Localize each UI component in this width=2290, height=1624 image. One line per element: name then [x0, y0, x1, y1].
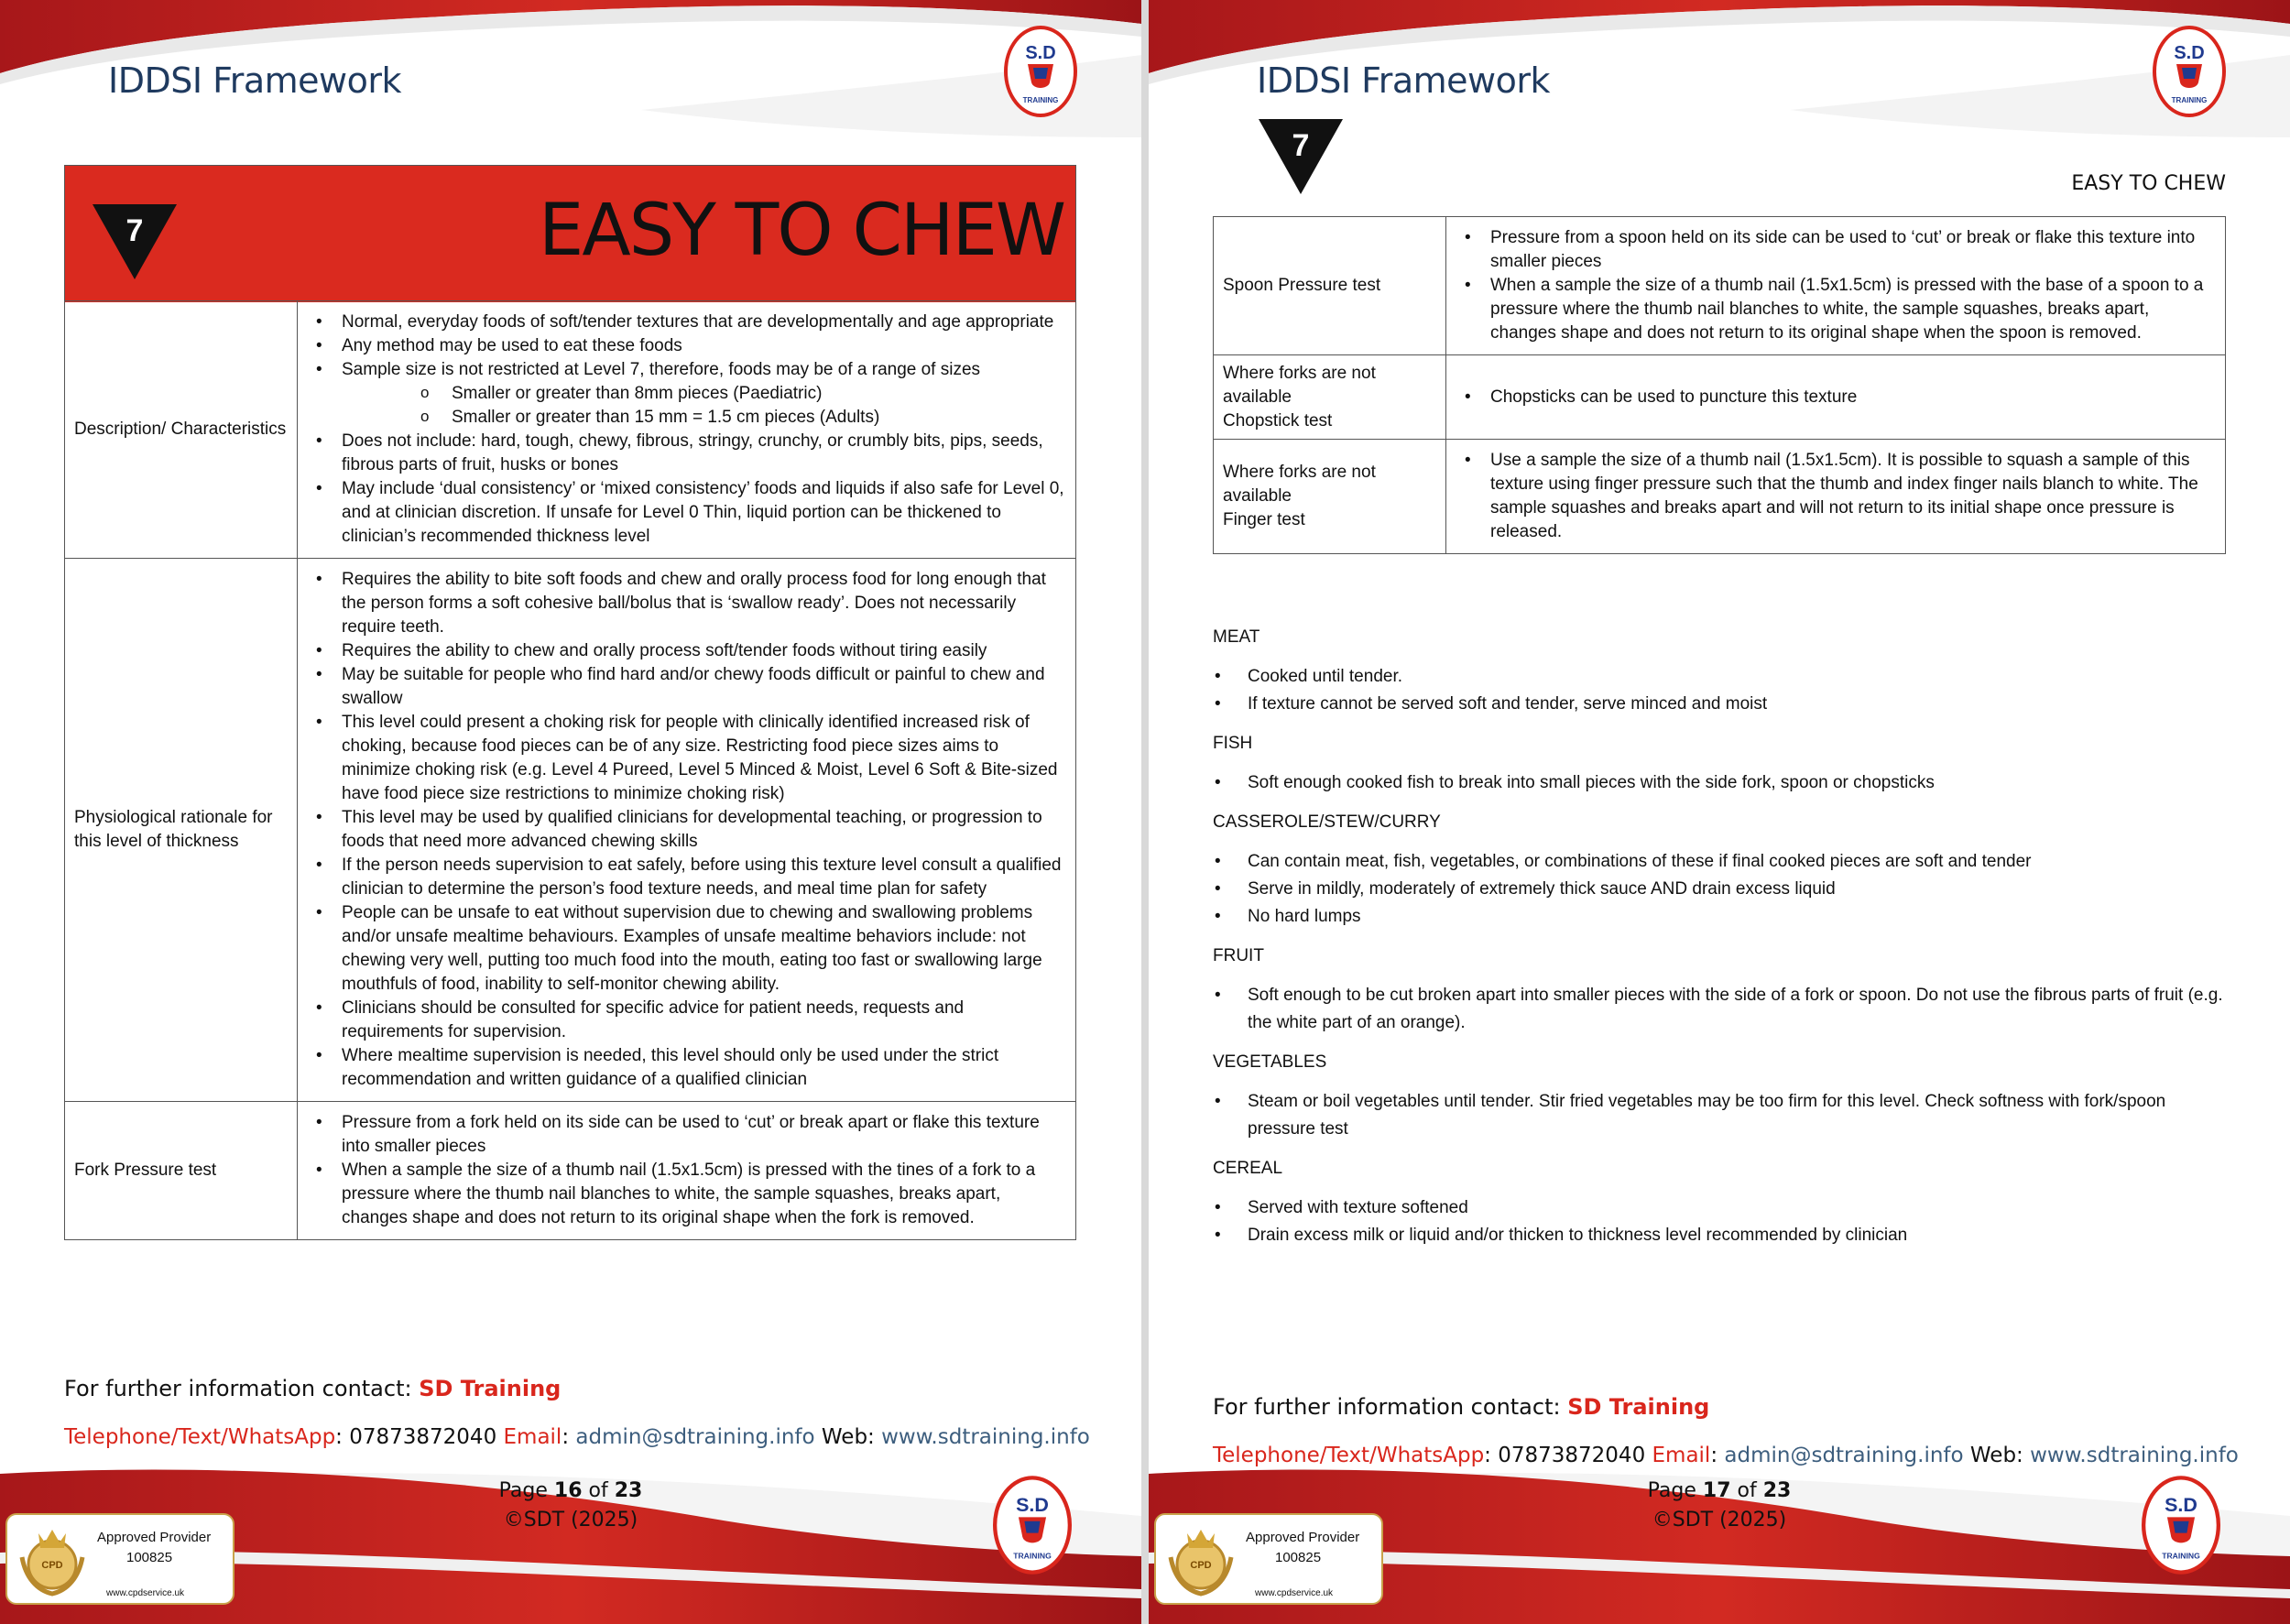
list-item: • When a sample the size of a thumb nail (1.5x1.5cm) is pressed with the tines of a fork to a pressure where the thumb nail blanches to white, the sample squashes, breaks apart, changes shape and does not return to its original shape when the fork is removed.: [309, 1159, 1066, 1230]
list-item: • Serve in mildly, moderately of extremely thick sauce AND drain excess liquid: [1213, 876, 2230, 903]
header-title: IDDSI Framework: [1257, 60, 1550, 101]
list-item: • May be suitable for people who find hard and/or chewy foods difficult or painful to chew and swallow: [309, 663, 1066, 711]
list-item: • Clinicians should be consulted for specific advice for patient needs, requests and requirements for supervision.: [309, 997, 1066, 1044]
email-link[interactable]: admin@sdtraining.info: [575, 1425, 815, 1449]
section-title: FRUIT: [1213, 946, 1264, 965]
contact-intro: For further information contact: SD Training: [64, 1376, 562, 1401]
level-triangle-icon: [89, 201, 180, 283]
email-link[interactable]: admin@sdtraining.info: [1724, 1444, 1964, 1467]
sd-training-logo: [1004, 26, 1077, 117]
cpd-badge-text: CPD: [41, 1560, 63, 1571]
sd-training-logo: [993, 1475, 1072, 1575]
contact-details: Telephone/Text/WhatsApp: 07873872040 Email: admin@sdtraining.info Web: www.sdtraining.info: [64, 1425, 1090, 1449]
list-item: • Pressure from a fork held on its side can be used to ‘cut’ or break apart or flake this texture into smaller pieces: [309, 1111, 1066, 1159]
org-name: SD Training: [419, 1376, 562, 1401]
header-title: IDDSI Framework: [108, 60, 401, 101]
list-item: • If texture cannot be served soft and tender, serve minced and moist: [1213, 691, 2230, 718]
logo-training-text: TRAINING: [2162, 1551, 2200, 1561]
level-name-small: EASY TO CHEW: [2071, 172, 2226, 195]
list-item: • This level could present a choking risk for people with clinically identified increased risk of choking, because food pieces can be of any size. Restricting food piece sizes aims to minimize choking risk (e.g. Level 4 Pureed, Level 5 Minced & Moist, Level 6 Soft & Bite-sized have food piece size restrictions to minimize choking risk): [309, 711, 1066, 806]
logo-sd-text: S.D: [1016, 1493, 1049, 1516]
list-item: • Can contain meat, fish, vegetables, or combinations of these if final cooked pieces are soft and tender: [1213, 848, 2230, 876]
cpd-number: 100825: [126, 1550, 173, 1565]
level-banner: [64, 165, 1076, 302]
section-title: MEAT: [1213, 627, 1260, 647]
table-row: [1214, 355, 2226, 440]
list-item: • Where mealtime supervision is needed, this level should only be used under the strict recommendation and written guidance of a qualified clinician: [309, 1044, 1066, 1092]
row-label: Description/ Characteristics: [65, 301, 298, 559]
cpd-site: www.cpdservice.uk: [106, 1588, 185, 1598]
cpd-title: Approved Provider: [97, 1530, 212, 1545]
web-link[interactable]: www.sdtraining.info: [2030, 1444, 2239, 1467]
list-item: • When a sample the size of a thumb nail (1.5x1.5cm) is pressed with the base of a spoon to a pressure where the thumb nail blanches to white, the sample squashes, breaks apart, changes shape and does not return to its original shape when the spoon is removed.: [1457, 274, 2216, 345]
table-row: [65, 1102, 1076, 1240]
table-row: [65, 301, 1076, 559]
page-number: Page 16 of 23 ©SDT (2025): [498, 1479, 643, 1531]
logo-sd-text: S.D: [2174, 43, 2205, 63]
org-name: SD Training: [1567, 1394, 1710, 1420]
list-item: • No hard lumps: [1213, 903, 2230, 931]
list-item: • Served with texture softened: [1213, 1194, 2230, 1222]
level-details-table: [64, 300, 1076, 1240]
list-item: • May include ‘dual consistency’ or ‘mixed consistency’ foods and liquids if also safe for Level 0, and at clinician discretion. If unsafe for Level 0 Thin, liquid portion can be thickened to clinician’s recommended thickness level: [309, 477, 1066, 549]
list-item: • Pressure from a spoon held on its side can be used to ‘cut’ or break or flake this texture into smaller pieces: [1457, 226, 2216, 274]
sub-list-item: o Smaller or greater than 8mm pieces (Paediatric): [342, 382, 1066, 406]
section-title: CEREAL: [1213, 1159, 1283, 1178]
web-link[interactable]: www.sdtraining.info: [881, 1425, 1090, 1449]
table-row: [65, 559, 1076, 1102]
list-item: • This level may be used by qualified clinicians for developmental teaching, or progression to foods that need more advanced chewing skills: [309, 806, 1066, 854]
level-number: 7: [1292, 128, 1310, 163]
logo-sd-text: S.D: [1025, 43, 1056, 63]
page-number: Page 17 of 23 ©SDT (2025): [1647, 1479, 1792, 1531]
list-item: • Use a sample the size of a thumb nail (1.5x1.5cm). It is possible to squash a sample of this texture using finger pressure such that the thumb and index finger nails blanch to white. The sample squashes and breaks apart and will not return to its initial shape once pressure is released.: [1457, 449, 2216, 544]
row-label: Where forks are not available Finger test: [1214, 440, 1446, 554]
logo-training-text: TRAINING: [1022, 96, 1059, 104]
sd-training-logo: [2153, 26, 2226, 117]
table-row: [1214, 217, 2226, 355]
level-name: EASY TO CHEW: [539, 190, 1064, 272]
logo-training-text: TRAINING: [2171, 96, 2208, 104]
logo-training-text: TRAINING: [1013, 1551, 1052, 1561]
cpd-laurel-icon: [1161, 1520, 1240, 1599]
sd-training-logo: [2142, 1475, 2220, 1575]
cpd-number: 100825: [1275, 1550, 1322, 1565]
row-label: Where forks are not available Chopstick test: [1214, 355, 1446, 440]
list-item: • Requires the ability to chew and orally process soft/tender foods without tiring easily: [309, 639, 1066, 663]
list-item: • Sample size is not restricted at Level 7, therefore, foods may be of a range of sizes o Smaller or greater than 8mm pieces (Paediatric) o Smaller or greater than 15 mm = 1.5 cm pieces (Adults): [309, 358, 1066, 430]
list-item: • Normal, everyday foods of soft/tender textures that are developmentally and age appropriate: [309, 311, 1066, 334]
section-title: CASSEROLE/STEW/CURRY: [1213, 812, 1441, 832]
page-16: [0, 0, 1141, 1624]
list-item: • Drain excess milk or liquid and/or thicken to thickness level recommended by clinician: [1213, 1222, 2230, 1249]
list-item: • Requires the ability to bite soft foods and chew and orally process food for long enough that the person forms a soft cohesive ball/bolus that is ‘swallow ready’. Does not necessarily require teeth.: [309, 568, 1066, 639]
list-item: • Steam or boil vegetables until tender. Stir fried vegetables may be too firm for this level. Check softness with fork/spoon pressure test: [1213, 1088, 2230, 1143]
list-item: • If the person needs supervision to eat safely, before using this texture level consult a qualified clinician to determine the person’s food texture needs, and meal time plan for safety: [309, 854, 1066, 901]
contact-intro: For further information contact: SD Training: [1213, 1394, 1710, 1420]
logo-sd-text: S.D: [2165, 1493, 2197, 1516]
sub-list-item: o Smaller or greater than 15 mm = 1.5 cm pieces (Adults): [342, 406, 1066, 430]
list-item: • Soft enough to be cut broken apart into smaller pieces with the side of a fork or spoon. Do not use the fibrous parts of fruit (e.g. the white part of an orange).: [1213, 982, 2230, 1037]
food-guidance: [1213, 612, 2230, 1251]
cpd-laurel-icon: [13, 1520, 92, 1599]
level-triangle-icon: [1255, 115, 1347, 198]
cpd-approved-badge: [5, 1513, 234, 1605]
list-item: • Chopsticks can be used to puncture this texture: [1457, 386, 2216, 409]
row-label: Fork Pressure test: [65, 1102, 298, 1240]
table-row: [1214, 440, 2226, 554]
level-number: 7: [125, 213, 144, 248]
contact-details: Telephone/Text/WhatsApp: 07873872040 Email: admin@sdtraining.info Web: www.sdtraining.info: [1213, 1444, 2239, 1467]
row-label: Spoon Pressure test: [1214, 217, 1446, 355]
list-item: • Cooked until tender.: [1213, 663, 2230, 691]
cpd-site: www.cpdservice.uk: [1255, 1588, 1334, 1598]
cpd-badge-text: CPD: [1190, 1560, 1212, 1571]
row-label: Physiological rationale for this level of thickness: [65, 559, 298, 1102]
list-item: • Does not include: hard, tough, chewy, fibrous, stringy, crunchy, or crumbly bits, pips, seeds, fibrous parts of fruit, husks or bones: [309, 430, 1066, 477]
section-title: VEGETABLES: [1213, 1052, 1327, 1072]
cpd-title: Approved Provider: [1246, 1530, 1360, 1545]
list-item: • People can be unsafe to eat without supervision due to chewing and swallowing problems and/or unsafe mealtime behaviours. Examples of unsafe mealtime behaviors include: not chewing very well, putting too much food into the mouth, eating too fast or swallowing large mouthfuls of food, inability to self-monitor chewing ability.: [309, 901, 1066, 997]
section-title: FISH: [1213, 734, 1253, 753]
list-item: • Any method may be used to eat these foods: [309, 334, 1066, 358]
list-item: • Soft enough cooked fish to break into small pieces with the side fork, spoon or chopsticks: [1213, 769, 2230, 797]
page-17: [1149, 0, 2290, 1624]
cpd-approved-badge: [1154, 1513, 1383, 1605]
testing-methods-table: [1213, 216, 2226, 554]
